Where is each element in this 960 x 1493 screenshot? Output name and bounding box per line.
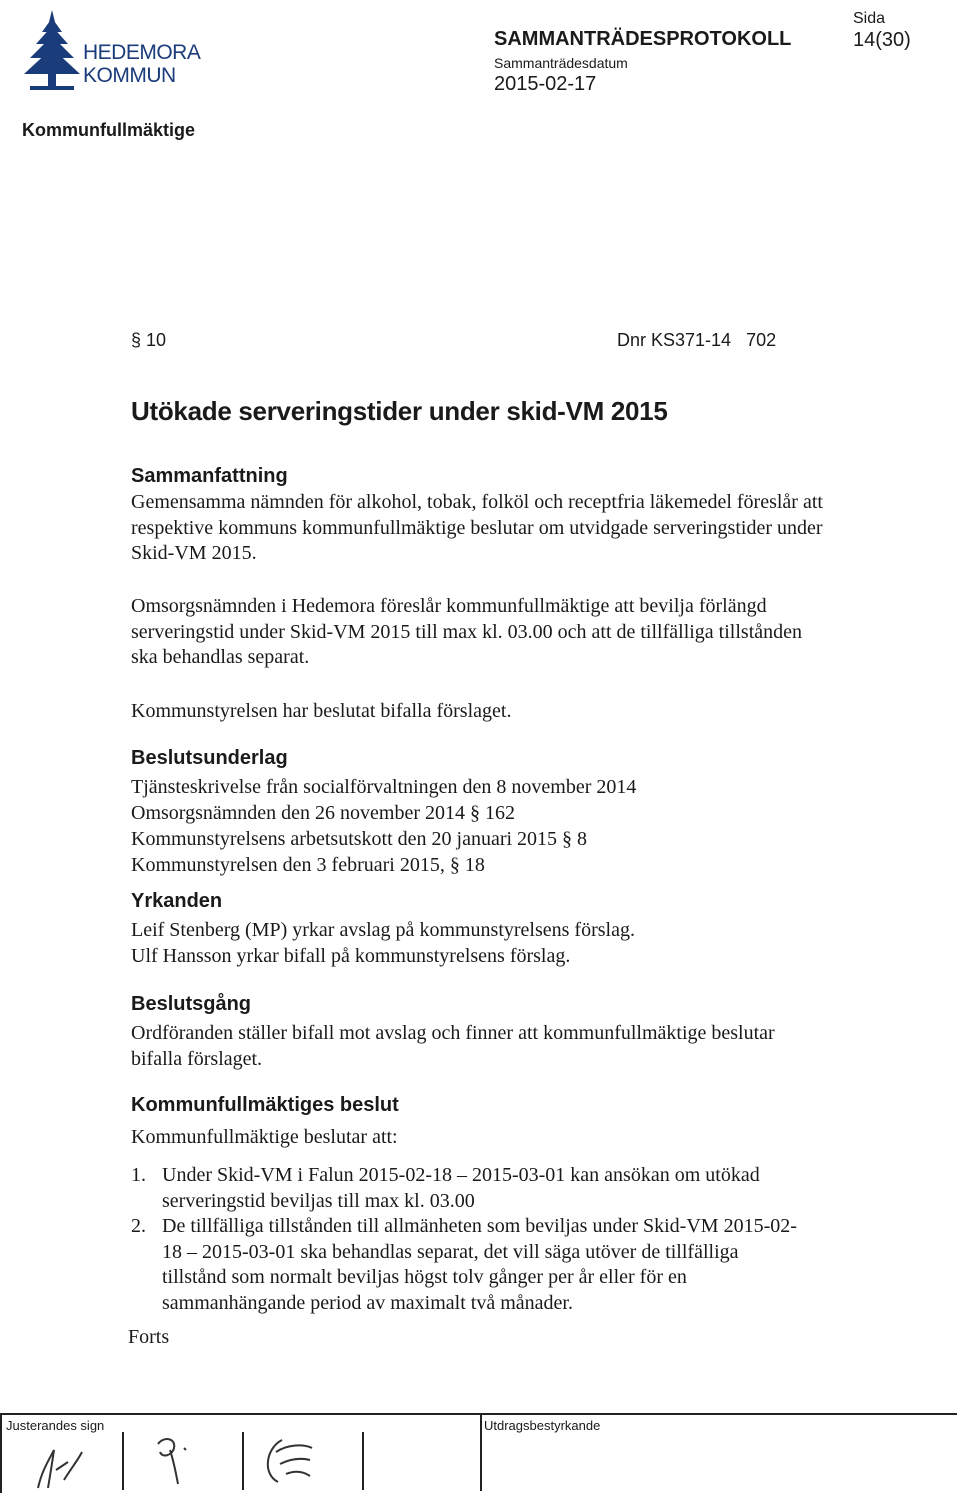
signature-divider [122, 1432, 124, 1490]
paragraph-number: § 10 [131, 330, 167, 350]
signature-divider [480, 1413, 482, 1491]
meeting-date-label: Sammanträdesdatum [494, 55, 628, 71]
decision-item [131, 1214, 802, 1316]
page-number: 14(30) [853, 29, 911, 51]
section-heading-beslutsgang: Beslutsgång [131, 993, 252, 1015]
decision-item-text: Under Skid-VM i Falun 2015-02-18 – 2015-03-01 kan ansökan om utökad serveringstid beviljas till max kl. 03.00 [162, 1164, 760, 1212]
decision-intro: Kommunfullmäktige beslutar att: [131, 1126, 398, 1148]
continued-marker: Forts [128, 1326, 170, 1348]
section-heading-yrkanden: Yrkanden [131, 890, 223, 912]
tree-logo-icon [22, 8, 82, 94]
decision-item-number: 1. [131, 1164, 146, 1186]
org-name-line2: KOMMUN [83, 64, 176, 87]
summary-paragraph-1: Gemensamma nämnden för alkohol, tobak, folköl och receptfria läkemedel föreslår att respektive kommuns kommunfullmäktige beslutar om utvidgade serveringstider under Skid-VM 2015. [131, 491, 823, 564]
section-heading-sammanfattning: Sammanfattning [131, 465, 288, 487]
document-type: SAMMANTRÄDESPROTOKOLL [494, 28, 792, 50]
decision-item-number: 2. [131, 1215, 146, 1237]
decision-list [131, 1163, 831, 1316]
basis-item: Omsorgsnämnden den 26 november 2014 § 162 [131, 802, 516, 824]
basis-item: Tjänsteskrivelse från socialförvaltningen den 8 november 2014 [131, 776, 637, 798]
handwritten-signature-icon [140, 1428, 220, 1488]
case-title: Utökade serveringstider under skid-VM 2015 [131, 396, 668, 426]
procedure-text: Ordföranden ställer bifall mot avslag och finner att kommunfullmäktige beslutar bifalla förslaget. [131, 1022, 775, 1070]
motion-item: Leif Stenberg (MP) yrkar avslag på kommunstyrelsens förslag. [131, 919, 635, 941]
signature-divider [362, 1432, 364, 1490]
section-heading-beslutsunderlag: Beslutsunderlag [131, 747, 288, 769]
handwritten-signature-icon [20, 1440, 110, 1492]
section-heading-beslut: Kommunfullmäktiges beslut [131, 1094, 399, 1116]
decision-item [131, 1163, 782, 1214]
signature-divider [242, 1432, 244, 1490]
meeting-date: 2015-02-17 [494, 73, 597, 95]
org-name-line1: HEDEMORA [83, 41, 201, 64]
basis-item: Kommunstyrelsens arbetsutskott den 20 januari 2015 § 8 [131, 828, 588, 850]
signature-label: Justerandes sign [6, 1418, 105, 1433]
motion-item: Ulf Hansson yrkar bifall på kommunstyrelsens förslag. [131, 945, 571, 967]
handwritten-signature-icon [252, 1430, 352, 1490]
summary-paragraph-3: Kommunstyrelsen har beslutat bifalla förslaget. [131, 700, 512, 722]
page-label: Sida [853, 10, 886, 27]
signature-box-edge [0, 1413, 2, 1493]
assembly-name: Kommunfullmäktige [22, 120, 196, 140]
summary-paragraph-2: Omsorgsnämnden i Hedemora föreslår kommunfullmäktige att bevilja förlängd serveringstid under Skid-VM 2015 till max kl. 03.00 och att de tillfälliga tillstånden ska behandlas separat. [131, 595, 803, 668]
case-number: Dnr KS371-14 702 [617, 330, 777, 350]
decision-item-text: De tillfälliga tillstånden till allmänheten som beviljas under Skid-VM 2015-02-18 – 2015-03-01 ska behandlas separat, det vill säga utöver de tillfälliga tillstånd som normalt beviljas högst tolv gånger per år eller för en sammanhängande period av maximalt två månader. [162, 1215, 797, 1314]
basis-item: Kommunstyrelsen den 3 februari 2015, § 18 [131, 854, 485, 876]
certificate-label: Utdragsbestyrkande [484, 1418, 601, 1433]
